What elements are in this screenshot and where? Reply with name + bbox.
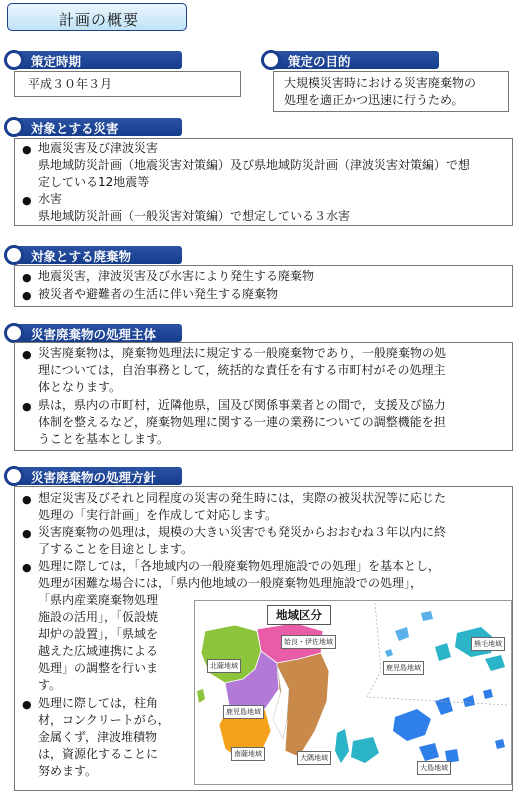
purpose-line-2: 処理を適正かつ迅速に行うため。: [284, 93, 464, 107]
section-title: 策定の目的: [288, 54, 351, 69]
policy-box: ● 想定災害及びそれと同程度の災害の発生時には，実際の被災状況等に応じた 処理の「実行計画」を作成して対応します。 ● 災害廃棄物の処理は，規模の大きい災害でも発災からおおむね３年以内に終 了することを目途とします。 ● 処理に際しては，「各地域内の一般廃棄物処理施設での処理」を基本とし， 処理が困難な場合には，「県内他地域の一般廃棄物処理施設での処理」， 「県内産業廃棄物処理 施設の活用」，「仮設焼 却炉の設置」，「県域を 越えた広域連携による 処理」の調整を行いま す。 ● 処理に際しては，柱角 材，コンクリートがら， 金属くず，津波堆積物 は，資源化することに 努めます。: [14, 486, 513, 791]
section-title: 災害廃棄物の処理主体: [31, 327, 157, 342]
region-oshima-1: [393, 709, 431, 741]
map-title: 地域区分: [267, 605, 331, 625]
purpose-box: [273, 71, 509, 112]
map-label-hokusatsu: 北薩地域: [207, 659, 241, 673]
map-label-oshima: 大島地域: [417, 761, 451, 775]
region-kumage-2: [351, 737, 379, 763]
region-kagoshima-island-2: [421, 611, 433, 621]
map-label-aira: 姶良・伊佐地域: [281, 635, 336, 649]
section-title: 策定時期: [31, 54, 82, 69]
bullet-icon: ●: [22, 527, 32, 540]
region-oshima-3: [419, 743, 439, 761]
region-kumage-1: [335, 729, 349, 763]
bullet-icon: ●: [22, 194, 32, 207]
region-kagoshima-island-1: [395, 627, 409, 641]
section-marker-icon: [4, 245, 24, 265]
region-koshiki: [197, 689, 205, 703]
region-oshima-7: [495, 739, 505, 749]
section-marker-icon: [4, 50, 24, 70]
timing-text: 平成３０年３月: [28, 77, 113, 91]
section-title: 対象とする廃棄物: [31, 249, 132, 264]
region-kagoshima-island-3: [385, 649, 393, 657]
section-header-policy: [9, 467, 182, 485]
region-oshima-2: [435, 697, 453, 715]
bullet-icon: ●: [22, 348, 32, 361]
map-label-osumi: 大隅地域: [297, 751, 331, 765]
map-label-kagoshima: 鹿児島地域: [223, 705, 264, 719]
bullet-icon: ●: [22, 143, 32, 156]
map-label-kagoshima-island: 鹿児島地域: [383, 661, 424, 675]
bullet-icon: ●: [22, 400, 32, 413]
bullet-icon: ●: [22, 289, 32, 302]
section-marker-icon: [4, 466, 24, 486]
bullet-icon: ●: [22, 561, 32, 574]
section-title: 対象とする災害: [31, 121, 119, 136]
timing-box: [14, 71, 241, 97]
section-header-waste: [9, 246, 182, 264]
region-oshima-6: [483, 689, 493, 699]
section-marker-icon: [4, 323, 24, 343]
region-kumage-4: [435, 643, 451, 661]
region-kumage-5: [485, 655, 505, 671]
disasters-box: ● 地震災害及び津波災害 県地域防災計画（地震災害対策編）及び県地域防災計画（津波災害対策編）で想 定している12地震等 ● 水害 県地域防災計画（一般災害対策編）で想定している３水害: [14, 138, 513, 226]
section-header-entity: [9, 324, 182, 342]
bullet-icon: ●: [22, 493, 32, 506]
bullet-icon: ●: [22, 271, 32, 284]
map-label-nansatsu: 南薩地域: [231, 747, 265, 761]
entity-box: ● 災害廃棄物は，廃棄物処理法に規定する一般廃棄物であり，一般廃棄物の処 理については，自治事務として，統括的な責任を有する市町村がその処理主 体となります。 ● 県は，県内の市町村，近隣他県，国及び関係事業者との間で，支援及び協力 体制を整えるなど，廃棄物処理に関する一連の業務についての調整機能を担 うことを基本とします。: [14, 342, 513, 451]
bullet-icon: ●: [22, 698, 32, 711]
title-box: [7, 3, 187, 31]
page-title: 計画の概要: [59, 11, 140, 29]
section-header-purpose: [266, 51, 439, 69]
region-map: [194, 600, 512, 785]
purpose-line-1: 大規模災害時における災害廃棄物の: [284, 76, 477, 90]
section-marker-icon: [261, 50, 281, 70]
region-oshima-5: [463, 695, 475, 707]
section-marker-icon: [4, 117, 24, 137]
section-header-disasters: [9, 118, 182, 136]
waste-box: ● 地震災害，津波災害及び水害により発生する廃棄物 ● 被災者や避難者の生活に伴い発生する廃棄物: [14, 265, 513, 307]
section-title: 災害廃棄物の処理方針: [31, 470, 157, 485]
section-header-timing: [9, 51, 182, 69]
map-label-kumage: 熊毛地域: [471, 637, 505, 651]
